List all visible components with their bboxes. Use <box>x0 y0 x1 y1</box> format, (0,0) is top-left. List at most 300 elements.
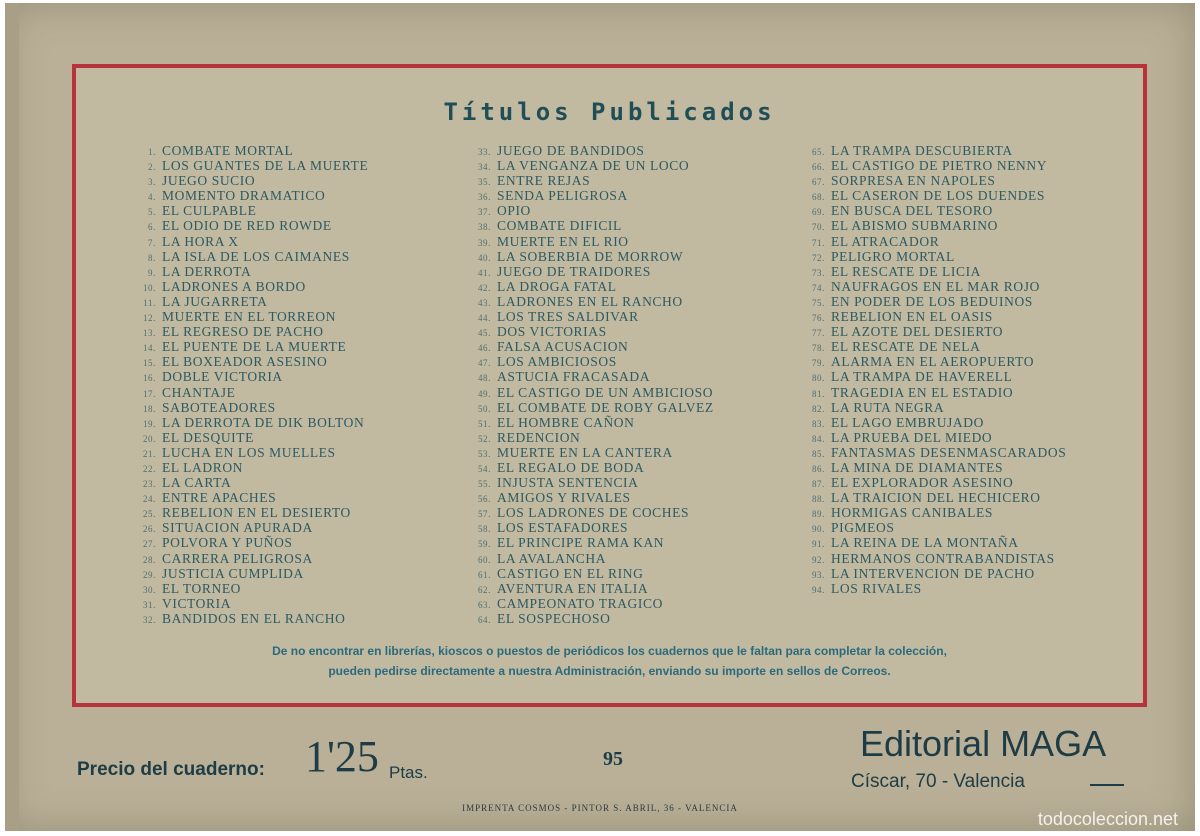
title-text: REBELION EN EL OASIS <box>831 309 993 325</box>
title-item <box>467 566 714 581</box>
title-item <box>132 203 368 218</box>
title-text: POLVORA Y PUÑOS <box>162 535 293 551</box>
title-item <box>801 445 1066 460</box>
title-number: 29. <box>142 569 156 580</box>
title-item <box>132 369 368 384</box>
title-text: BANDIDOS EN EL RANCHO <box>162 610 346 626</box>
title-number: 79. <box>811 358 825 369</box>
title-text: EL CASTIGO DE UN AMBICIOSO <box>497 384 714 400</box>
title-text: SENDA PELIGROSA <box>497 188 628 204</box>
title-item <box>801 430 1066 445</box>
title-text: FANTASMAS DESENMASCARADOS <box>831 444 1067 460</box>
title-number: 7. <box>148 237 156 248</box>
title-item <box>801 460 1066 475</box>
publisher-name: Editorial MAGA <box>860 723 1107 764</box>
title-number: 52. <box>477 433 491 444</box>
title-text: EL COMBATE DE ROBY GALVEZ <box>497 399 714 415</box>
title-number: 14. <box>142 343 156 354</box>
title-number: 71. <box>811 237 825 248</box>
title-text: LA DERROTA DE DIK BOLTON <box>162 414 365 430</box>
title-number: 85. <box>811 448 825 459</box>
title-number: 56. <box>477 494 491 505</box>
title-text: LA RUTA NEGRA <box>831 399 945 415</box>
title-number: 46. <box>477 343 491 354</box>
title-item <box>801 279 1066 294</box>
title-text: HORMIGAS CANIBALES <box>831 505 993 521</box>
title-number: 66. <box>811 162 825 173</box>
title-number: 76. <box>811 313 825 324</box>
title-text: EN BUSCA DEL TESORO <box>831 203 993 219</box>
title-text: EL DESQUITE <box>162 429 254 445</box>
title-item <box>801 566 1066 581</box>
title-text: EL EXPLORADOR ASESINO <box>831 475 1014 491</box>
title-item <box>467 551 714 566</box>
title-item <box>132 264 368 279</box>
title-number: 20. <box>142 433 156 444</box>
title-item <box>801 173 1066 188</box>
title-item <box>467 369 714 384</box>
title-text: EL CASERON DE LOS DUENDES <box>831 188 1045 204</box>
title-text: AMIGOS Y RIVALES <box>497 490 631 506</box>
title-text: ENTRE REJAS <box>497 173 591 189</box>
title-number: 54. <box>477 463 491 474</box>
title-item <box>467 460 714 475</box>
title-number: 86. <box>811 463 825 474</box>
title-item <box>132 596 368 611</box>
title-number: 50. <box>477 403 491 414</box>
title-item <box>132 249 368 264</box>
title-item <box>801 249 1066 264</box>
title-text: LA SOBERBIA DE MORROW <box>497 248 684 264</box>
title-text: ENTRE APACHES <box>162 490 277 506</box>
title-text: EL PUENTE DE LA MUERTE <box>162 339 347 355</box>
title-item <box>801 475 1066 490</box>
title-text: JUEGO SUCIO <box>162 173 256 189</box>
title-number: 59. <box>477 539 491 550</box>
title-text: MUERTE EN EL TORREON <box>162 309 337 325</box>
title-item <box>132 581 368 596</box>
ordering-notice <box>131 641 1088 681</box>
title-item <box>801 188 1066 203</box>
title-item <box>467 581 714 596</box>
title-text: COMBATE DIFICIL <box>497 218 622 234</box>
title-item <box>132 188 368 203</box>
titles-column-1 <box>132 143 368 626</box>
title-number: 40. <box>477 252 491 263</box>
title-item <box>132 460 368 475</box>
title-text: LA AVALANCHA <box>497 550 607 566</box>
title-text: AVENTURA EN ITALIA <box>497 580 649 596</box>
title-text: INJUSTA SENTENCIA <box>497 475 639 491</box>
title-text: EL CASTIGO DE PIETRO NENNY <box>831 158 1048 174</box>
title-text: CAMPEONATO TRAGICO <box>497 595 663 611</box>
notice-line-1: De no encontrar en librerías, kioscos o puestos de periódicos los cuadernos que le faltan para completar la colección, <box>272 644 947 658</box>
title-text: EL AZOTE DEL DESIERTO <box>831 324 1004 340</box>
title-text: LA JUGARRETA <box>162 293 268 309</box>
publisher-address: Císcar, 70 - Valencia <box>851 771 1025 792</box>
title-text: PELIGRO MORTAL <box>831 248 955 264</box>
title-item <box>132 324 368 339</box>
page-edge <box>5 3 19 831</box>
title-item <box>132 415 368 430</box>
title-item <box>132 173 368 188</box>
title-text: LOS TRES SALDIVAR <box>497 309 639 325</box>
title-text: VICTORIA <box>162 595 232 611</box>
comic-back-cover <box>5 3 1195 831</box>
titles-frame <box>72 64 1147 707</box>
title-text: LOS RIVALES <box>831 580 922 596</box>
title-number: 25. <box>142 509 156 520</box>
title-text: LOS ESTAFADORES <box>497 520 629 536</box>
title-number: 36. <box>477 192 491 203</box>
title-item <box>132 354 368 369</box>
title-text: REDENCION <box>497 429 581 445</box>
title-item <box>801 505 1066 520</box>
title-item <box>132 535 368 550</box>
page-title: Títulos Publicados <box>443 98 776 126</box>
title-text: SORPRESA EN NAPOLES <box>831 173 996 189</box>
title-number: 24. <box>142 494 156 505</box>
title-number: 26. <box>142 524 156 535</box>
title-text: LOS LADRONES DE COCHES <box>497 505 690 521</box>
title-number: 55. <box>477 479 491 490</box>
title-number: 69. <box>811 207 825 218</box>
title-text: TRAGEDIA EN EL ESTADIO <box>831 384 1014 400</box>
title-item <box>132 430 368 445</box>
title-number: 88. <box>811 494 825 505</box>
title-number: 81. <box>811 388 825 399</box>
title-text: LA TRAICION DEL HECHICERO <box>831 490 1041 506</box>
title-number: 67. <box>811 177 825 188</box>
title-text: LA DROGA FATAL <box>497 278 617 294</box>
title-number: 92. <box>811 554 825 565</box>
title-text: MUERTE EN EL RIO <box>497 233 629 249</box>
title-item <box>801 339 1066 354</box>
title-item <box>801 385 1066 400</box>
title-item <box>801 369 1066 384</box>
title-text: JUEGO DE TRAIDORES <box>497 263 651 279</box>
title-item <box>467 294 714 309</box>
title-number: 30. <box>142 584 156 595</box>
title-item <box>467 445 714 460</box>
title-item <box>801 309 1066 324</box>
title-number: 3. <box>148 177 156 188</box>
title-text: EL ODIO DE RED ROWDE <box>162 218 332 234</box>
title-text: EL REGALO DE BODA <box>497 459 645 475</box>
title-number: 63. <box>477 599 491 610</box>
title-text: NAUFRAGOS EN EL MAR ROJO <box>831 278 1040 294</box>
title-item <box>132 400 368 415</box>
title-number: 43. <box>477 297 491 308</box>
title-item <box>467 203 714 218</box>
title-number: 51. <box>477 418 491 429</box>
title-item <box>132 294 368 309</box>
title-text: CARRERA PELIGROSA <box>162 550 313 566</box>
title-item <box>467 218 714 233</box>
title-item <box>801 218 1066 233</box>
title-item <box>801 264 1066 279</box>
title-number: 10. <box>142 282 156 293</box>
title-item <box>467 430 714 445</box>
title-number: 38. <box>477 222 491 233</box>
title-item <box>467 234 714 249</box>
title-item <box>132 143 368 158</box>
title-text: EL LADRON <box>162 459 244 475</box>
title-text: SITUACION APURADA <box>162 520 313 536</box>
title-text: EL BOXEADOR ASESINO <box>162 354 328 370</box>
title-item <box>801 490 1066 505</box>
title-text: LA DERROTA <box>162 263 252 279</box>
title-item <box>467 158 714 173</box>
title-item <box>801 294 1066 309</box>
title-item <box>132 234 368 249</box>
title-text: ALARMA EN EL AEROPUERTO <box>831 354 1035 370</box>
title-text: EL TORNEO <box>162 580 242 596</box>
title-number: 8. <box>148 252 156 263</box>
title-number: 91. <box>811 539 825 550</box>
title-number: 47. <box>477 358 491 369</box>
title-text: DOS VICTORIAS <box>497 324 607 340</box>
title-item <box>132 566 368 581</box>
title-item <box>801 415 1066 430</box>
title-text: LUCHA EN LOS MUELLES <box>162 444 336 460</box>
title-text: EL ABISMO SUBMARINO <box>831 218 998 234</box>
title-item <box>132 551 368 566</box>
title-number: 49. <box>477 388 491 399</box>
title-number: 32. <box>142 614 156 625</box>
title-item <box>467 143 714 158</box>
title-item <box>467 475 714 490</box>
title-number: 53. <box>477 448 491 459</box>
title-text: LA MINA DE DIAMANTES <box>831 459 1004 475</box>
title-text: EL ATRACADOR <box>831 233 940 249</box>
title-number: 35. <box>477 177 491 188</box>
title-item <box>467 520 714 535</box>
title-number: 1. <box>148 147 156 157</box>
title-number: 62. <box>477 584 491 595</box>
title-text: EL REGRESO DE PACHO <box>162 324 324 340</box>
title-number: 87. <box>811 479 825 490</box>
title-number: 45. <box>477 328 491 339</box>
title-item <box>467 188 714 203</box>
titles-column-2 <box>467 143 714 626</box>
issue-number: 95 <box>603 748 623 770</box>
title-number: 90. <box>811 524 825 535</box>
title-item <box>132 279 368 294</box>
title-number: 17. <box>142 388 156 399</box>
title-item <box>467 173 714 188</box>
title-text: LA ISLA DE LOS CAIMANES <box>162 248 350 264</box>
title-number: 84. <box>811 433 825 444</box>
title-text: JUSTICIA CUMPLIDA <box>162 565 304 581</box>
title-item <box>467 611 714 626</box>
title-item <box>467 535 714 550</box>
title-item <box>132 385 368 400</box>
title-number: 37. <box>477 207 491 218</box>
title-text: EN PODER DE LOS BEDUINOS <box>831 293 1033 309</box>
title-number: 93. <box>811 569 825 580</box>
title-item <box>132 158 368 173</box>
title-number: 6. <box>148 222 156 233</box>
title-item <box>132 445 368 460</box>
title-number: 83. <box>811 418 825 429</box>
title-number: 57. <box>477 509 491 520</box>
price-unit: Ptas. <box>389 763 428 782</box>
title-text: JUEGO DE BANDIDOS <box>497 143 645 158</box>
title-number: 31. <box>142 599 156 610</box>
title-number: 73. <box>811 267 825 278</box>
title-item <box>467 596 714 611</box>
title-number: 27. <box>142 539 156 550</box>
title-text: FALSA ACUSACION <box>497 339 629 355</box>
title-text: EL RESCATE DE NELA <box>831 339 981 355</box>
title-item <box>801 520 1066 535</box>
title-number: 68. <box>811 192 825 203</box>
title-text: OPIO <box>497 203 531 219</box>
title-text: EL HOMBRE CAÑON <box>497 414 635 430</box>
title-text: LA VENGANZA DE UN LOCO <box>497 158 690 174</box>
title-number: 22. <box>142 463 156 474</box>
title-number: 4. <box>148 192 156 203</box>
title-text: EL RESCATE DE LICIA <box>831 263 982 279</box>
title-text: LA HORA X <box>162 233 239 249</box>
title-item <box>801 158 1066 173</box>
title-text: CHANTAJE <box>162 384 236 400</box>
title-item <box>801 203 1066 218</box>
title-text: ASTUCIA FRACASADA <box>497 369 651 385</box>
title-item <box>467 415 714 430</box>
title-text: LA TRAMPA DE HAVERELL <box>831 369 1013 385</box>
title-number: 65. <box>811 147 825 157</box>
title-number: 5. <box>148 207 156 218</box>
title-number: 89. <box>811 509 825 520</box>
price-label: Precio del cuaderno: <box>77 759 265 780</box>
title-item <box>467 249 714 264</box>
title-number: 60. <box>477 554 491 565</box>
title-number: 9. <box>148 267 156 278</box>
title-number: 58. <box>477 524 491 535</box>
title-item <box>132 611 368 626</box>
title-text: LA PRUEBA DEL MIEDO <box>831 429 993 445</box>
title-item <box>132 520 368 535</box>
title-item <box>467 400 714 415</box>
title-number: 42. <box>477 282 491 293</box>
title-text: HERMANOS CONTRABANDISTAS <box>831 550 1055 566</box>
titles-column-3 <box>801 143 1066 596</box>
title-item <box>132 490 368 505</box>
title-number: 77. <box>811 328 825 339</box>
title-number: 82. <box>811 403 825 414</box>
title-text: REBELION EN EL DESIERTO <box>162 505 351 521</box>
title-number: 64. <box>477 614 491 625</box>
notice-line-2: pueden pedirse directamente a nuestra Administración, enviando su importe en sellos de Correos. <box>328 664 891 678</box>
title-number: 75. <box>811 297 825 308</box>
printer-credit: IMPRENTA COSMOS - PINTOR S. ABRIL, 36 - VALENCIA <box>462 803 738 813</box>
title-text: LA REINA DE LA MONTAÑA <box>831 535 1019 551</box>
title-number: 18. <box>142 403 156 414</box>
title-text: MUERTE EN LA CANTERA <box>497 444 673 460</box>
title-item <box>132 475 368 490</box>
title-item <box>132 505 368 520</box>
title-item <box>467 279 714 294</box>
title-item <box>801 400 1066 415</box>
title-item <box>132 218 368 233</box>
title-number: 61. <box>477 569 491 580</box>
title-number: 15. <box>142 358 156 369</box>
title-item <box>801 324 1066 339</box>
title-number: 80. <box>811 373 825 384</box>
title-item <box>467 309 714 324</box>
title-item <box>132 339 368 354</box>
title-item <box>467 385 714 400</box>
title-number: 39. <box>477 237 491 248</box>
title-text: COMBATE MORTAL <box>162 143 294 158</box>
title-item <box>801 551 1066 566</box>
title-item <box>467 264 714 279</box>
title-number: 44. <box>477 313 491 324</box>
title-item <box>467 339 714 354</box>
title-item <box>467 354 714 369</box>
title-number: 33. <box>477 147 491 157</box>
title-item <box>801 535 1066 550</box>
title-number: 72. <box>811 252 825 263</box>
title-item <box>801 581 1066 596</box>
title-item <box>801 354 1066 369</box>
title-text: LOS GUANTES DE LA MUERTE <box>162 158 369 174</box>
title-item <box>801 143 1066 158</box>
title-number: 16. <box>142 373 156 384</box>
title-text: LA CARTA <box>162 475 232 491</box>
title-text: EL PRINCIPE RAMA KAN <box>497 535 665 551</box>
title-item <box>467 324 714 339</box>
title-number: 11. <box>143 297 156 308</box>
title-text: EL SOSPECHOSO <box>497 610 611 626</box>
title-text: LA TRAMPA DESCUBIERTA <box>831 143 1013 158</box>
title-item <box>801 234 1066 249</box>
title-text: EL CULPABLE <box>162 203 257 219</box>
title-text: PIGMEOS <box>831 520 895 536</box>
title-number: 48. <box>477 373 491 384</box>
title-number: 21. <box>142 448 156 459</box>
title-number: 41. <box>477 267 491 278</box>
title-text: LADRONES A BORDO <box>162 278 306 294</box>
title-number: 12. <box>142 313 156 324</box>
title-number: 19. <box>142 418 156 429</box>
watermark: todocoleccion.net <box>1037 809 1178 829</box>
title-item <box>132 309 368 324</box>
title-text: EL LAGO EMBRUJADO <box>831 414 984 430</box>
title-text: CASTIGO EN EL RING <box>497 565 644 581</box>
title-number: 34. <box>477 162 491 173</box>
title-number: 28. <box>142 554 156 565</box>
title-number: 74. <box>811 282 825 293</box>
title-text: LA INTERVENCION DE PACHO <box>831 565 1035 581</box>
title-text: MOMENTO DRAMATICO <box>162 188 326 204</box>
title-text: LADRONES EN EL RANCHO <box>497 293 683 309</box>
title-number: 23. <box>142 479 156 490</box>
title-text: LOS AMBICIOSOS <box>497 354 617 370</box>
title-number: 78. <box>811 343 825 354</box>
title-item <box>467 505 714 520</box>
title-number: 94. <box>811 584 825 595</box>
title-number: 2. <box>148 162 156 173</box>
title-text: DOBLE VICTORIA <box>162 369 283 385</box>
title-number: 70. <box>811 222 825 233</box>
address-rule <box>1090 784 1124 786</box>
title-number: 13. <box>142 328 156 339</box>
price-value: 1'25 <box>305 732 379 781</box>
title-text: SABOTEADORES <box>162 399 276 415</box>
